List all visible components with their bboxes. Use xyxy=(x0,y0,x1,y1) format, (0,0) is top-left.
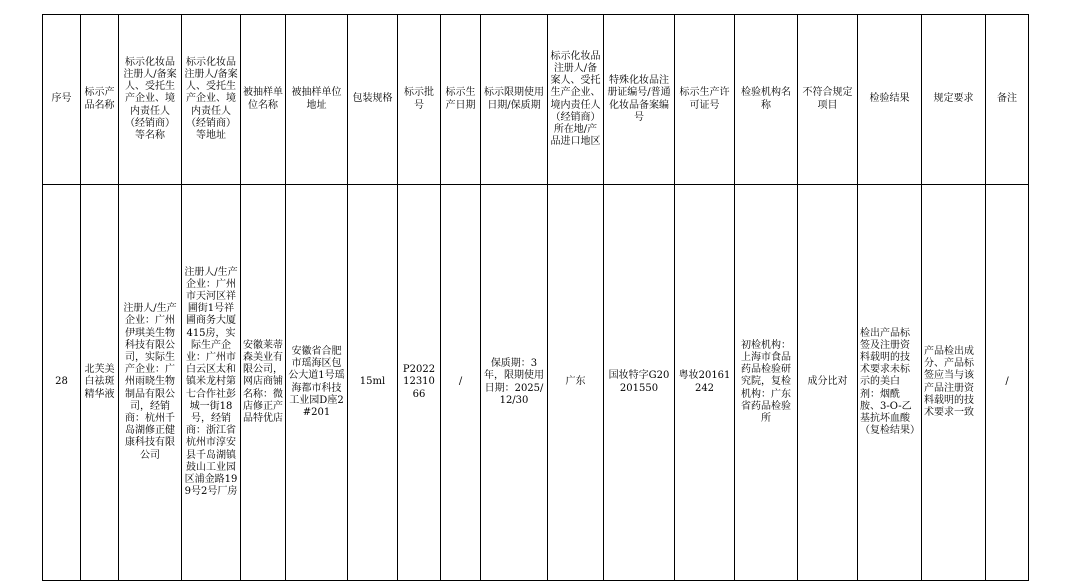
cell-remark: / xyxy=(986,185,1029,581)
cell-shelf-life: 保质期：3年，限期使用日期：2025/12/30 xyxy=(481,185,548,581)
header-registration-no: 特殊化妆品注册证编号/普通化妆品备案编号 xyxy=(604,15,675,185)
header-production-date: 标示生产日期 xyxy=(441,15,481,185)
cell-inspection-agency: 初检机构：上海市食品药品检验研究院，复检机构：广东省药品检验所 xyxy=(735,185,798,581)
cell-sampled-unit-name: 安徽莱蒂森美业有限公司，网店商铺名称：微店修正产品特优店 xyxy=(241,185,286,581)
header-remark: 备注 xyxy=(986,15,1029,185)
header-license-no: 标示生产许可证号 xyxy=(675,15,735,185)
header-sampled-unit-name: 被抽样单位名称 xyxy=(241,15,286,185)
cell-nonconforming-item: 成分比对 xyxy=(798,185,858,581)
cell-requirement: 产品检出成分、产品标签应当与该产品注册资料载明的技术要求一致 xyxy=(922,185,986,581)
header-serial-no: 序号 xyxy=(43,15,81,185)
cell-product-name: 北芙美白祛斑精华液 xyxy=(81,185,119,581)
header-region: 标示化妆品注册人/备案人、受托生产企业、境内责任人（经销商）所在地/产品进口地区 xyxy=(548,15,604,185)
header-inspection-agency: 检验机构名称 xyxy=(735,15,798,185)
header-batch-no: 标示批号 xyxy=(398,15,441,185)
table-row xyxy=(43,185,1029,581)
cell-inspection-result: 检出产品标签及注册资料载明的技术要求未标示的美白剂：烟酰胺、3-O-乙基抗坏血酸（复检结果） xyxy=(858,185,922,581)
cell-company-addresses: 注册人/生产企业：广州市天河区祥圃街1号祥圃商务大厦415房，实际生产企业：广州市白云区太和镇米龙村第七合作社彭城一街18号，经销商：浙江省杭州市淳安县千岛湖镇鼓山工业园区浦金路199号2号厂房 xyxy=(182,185,241,581)
header-package-spec: 包装规格 xyxy=(348,15,398,185)
cell-package-spec: 15ml xyxy=(348,185,398,581)
cell-registration-no: 国妆特字G20201550 xyxy=(604,185,675,581)
header-nonconforming-item: 不符合规定项目 xyxy=(798,15,858,185)
cell-sampled-unit-address: 安徽省合肥市瑶海区包公大道1号瑶海都市科技工业园D座2#201 xyxy=(286,185,348,581)
header-product-name: 标示产品名称 xyxy=(81,15,119,185)
header-inspection-result: 检验结果 xyxy=(858,15,922,185)
header-row xyxy=(43,15,1029,185)
header-sampled-unit-address: 被抽样单位地址 xyxy=(286,15,348,185)
cell-batch-no: P20221231066 xyxy=(398,185,441,581)
header-company-addresses: 标示化妆品注册人/备案人、受托生产企业、境内责任人（经销商）等地址 xyxy=(182,15,241,185)
cell-license-no: 粤妆20161242 xyxy=(675,185,735,581)
inspection-results-table xyxy=(42,14,1029,581)
cell-serial-no: 28 xyxy=(43,185,81,581)
header-requirement: 规定要求 xyxy=(922,15,986,185)
cell-production-date: / xyxy=(441,185,481,581)
header-shelf-life: 标示限期使用日期/保质期 xyxy=(481,15,548,185)
cell-region: 广东 xyxy=(548,185,604,581)
header-company-names: 标示化妆品注册人/备案人、受托生产企业、境内责任人（经销商）等名称 xyxy=(119,15,182,185)
cell-company-names: 注册人/生产企业：广州伊琪美生物科技有限公司，实际生产企业：广州雨晓生物制品有限公司，经销商：杭州千岛湖修正健康科技有限公司 xyxy=(119,185,182,581)
